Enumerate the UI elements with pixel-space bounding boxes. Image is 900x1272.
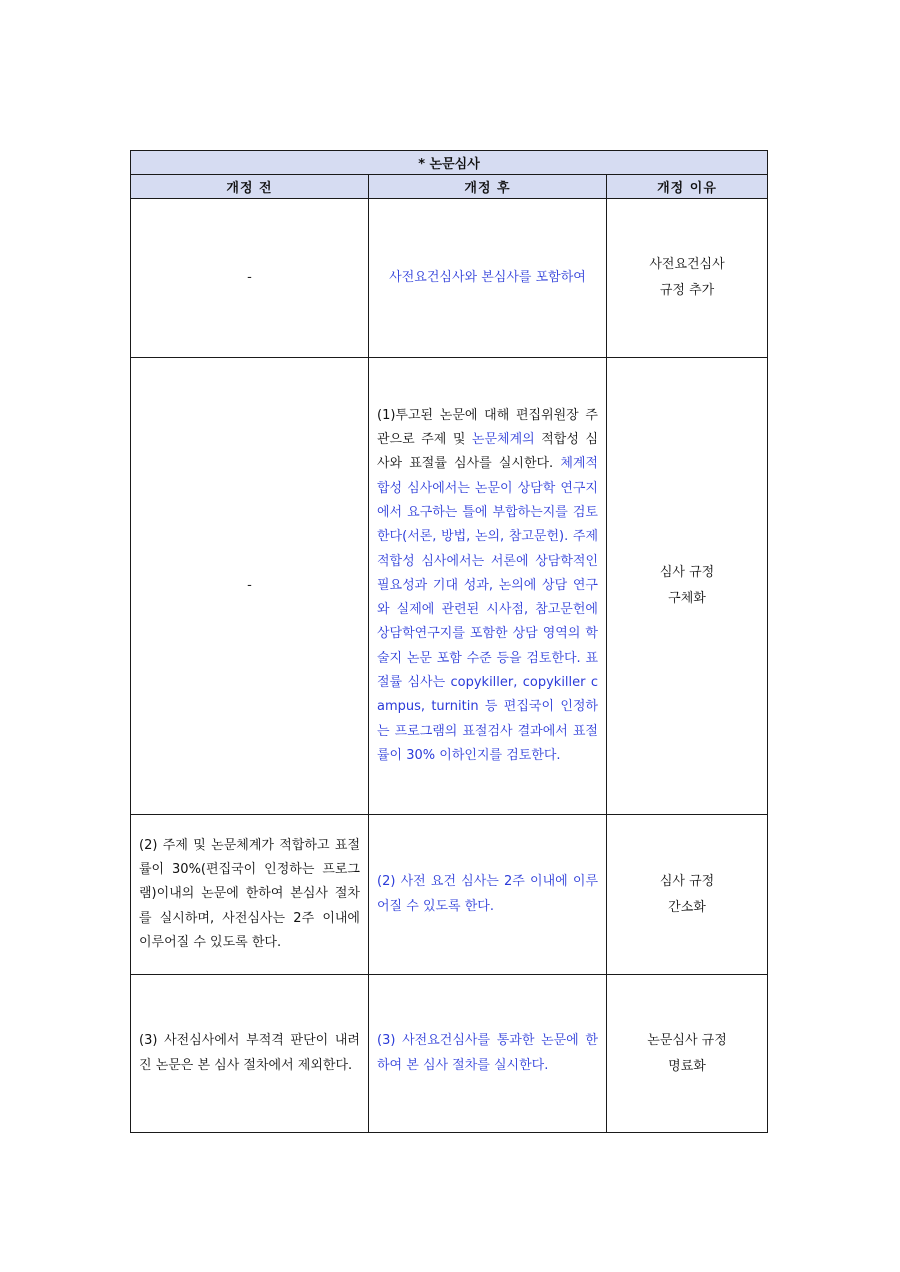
row2-reason-line2: 구체화	[668, 591, 706, 606]
row3-after: (2) 사전 요건 심사는 2주 이내에 이루어질 수 있도록 한다.	[369, 815, 607, 975]
row2-reason-line1: 심사 규정	[659, 565, 715, 580]
table-row	[131, 975, 768, 1133]
header-before: 개정 전	[131, 175, 369, 199]
row3-reason-line1: 심사 규정	[659, 873, 715, 889]
row1-before: -	[131, 199, 369, 358]
row1-reason	[607, 199, 768, 358]
header-after: 개정 후	[369, 175, 607, 199]
table-row	[131, 358, 768, 815]
row2-before: -	[131, 358, 369, 815]
row4-reason-line2: 명료화	[668, 1058, 706, 1074]
row2-after-text-d: 체계적합성 심사에서는 논문이 상담학 연구지에서 요구하는 틀에 부합하는지를 검토한다(서론, 방법, 논의, 참고문헌). 주제적합성 심사에서는 서론에 상담학적인 필요성과 기대 성과, 논의에 상담 연구와 실제에 관련된 시사점, 참고문헌에 상담학연구지를 포함한 상담 영역의 학술지 논문 포함 수준 등을 검토한다. 표절률 심사는 copykiller, copykiller campus, turnitin 등 편집국이 인정하는 프로그램의 표절검사 결과에서 표절률이 30% 이하인지를 검토한다.	[377, 456, 598, 763]
row1-reason-line1: 사전요건심사	[649, 257, 725, 272]
row2-reason	[607, 358, 768, 815]
row3-reason-line2: 간소화	[668, 899, 706, 915]
row2-after	[369, 358, 607, 815]
table-title: * 논문심사	[131, 151, 768, 175]
row1-reason-line2: 규정 추가	[659, 283, 715, 298]
table-row	[131, 199, 768, 358]
revision-table	[130, 150, 768, 1133]
row2-after-text-c: 적합성 심사와 표절률 심사를 실시한다.	[377, 432, 598, 472]
row2-after-text-b: 논문체계의	[471, 432, 535, 448]
table-row	[131, 815, 768, 975]
row3-reason	[607, 815, 768, 975]
row4-reason-line1: 논문심사 규정	[647, 1032, 727, 1048]
row1-after: 사전요건심사와 본심사를 포함하여	[369, 199, 607, 358]
row3-before: (2) 주제 및 논문체계가 적합하고 표절률이 30%(편집국이 인정하는 프로그램)이내의 논문에 한하여 본심사 절차를 실시하며, 사전심사는 2주 이내에 이루어질 수 있도록 한다.	[131, 815, 369, 975]
row4-reason	[607, 975, 768, 1133]
header-reason: 개정 이유	[607, 175, 768, 199]
row4-after: (3) 사전요건심사를 통과한 논문에 한하여 본 심사 절차를 실시한다.	[369, 975, 607, 1133]
row4-before: (3) 사전심사에서 부적격 판단이 내려진 논문은 본 심사 절차에서 제외한다.	[131, 975, 369, 1133]
row2-after-text-a: (1)투고된 논문에 대해 편집위원장 주관으로 주제 및	[377, 407, 598, 448]
